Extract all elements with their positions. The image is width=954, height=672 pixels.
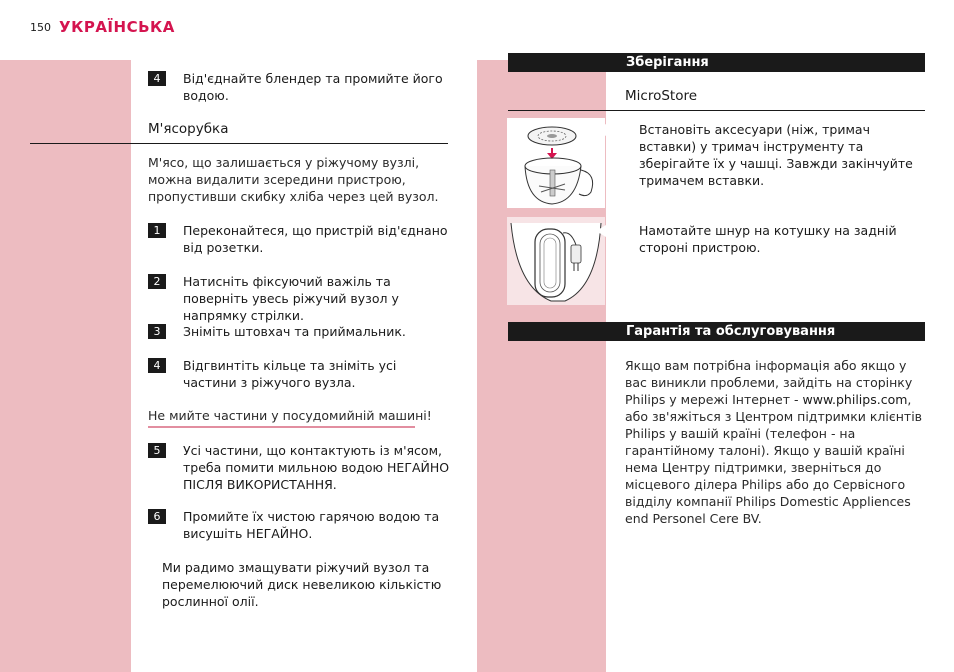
warranty-section-bar xyxy=(508,322,925,341)
storage-instruction-2: Намотайте шнур на котушку на задній стороні пристрою. xyxy=(639,223,897,255)
step-text: Відгвинтіть кільце та зніміть усі частини з ріжучого вузла. xyxy=(183,358,397,390)
step-number: 3 xyxy=(148,324,166,339)
section-rule xyxy=(30,143,448,144)
dishwasher-warning: Не мийте частини у посудомийній машині! xyxy=(148,408,432,423)
warranty-text-part-2: , або зв'яжіться з Центром підтримки клієнтів Philips у вашій країні (телефон - на гарантійному талоні). Якщо у вашій країні нема Центру підтримки, зверніться до місцевого ділера Philips або до Сервісного відділу компанії Philips Domestic Appliences end Personel Cere BV. xyxy=(625,392,923,526)
storage-instruction-1: Встановіть аксесуари (ніж, тримач вставки) у тримач інструменту та зберігайте їх у чашці. Завжди закінчуйте тримачем вставки. xyxy=(639,122,913,188)
pointer-arrow-icon xyxy=(596,225,606,237)
step-number: 4 xyxy=(148,71,166,86)
warranty-section-title: Гарантія та обслуговування xyxy=(626,324,836,339)
language-heading: УКРАЇНСЬКА xyxy=(59,18,175,36)
step-number: 5 xyxy=(148,443,166,458)
step-text: Зніміть штовхач та приймальник. xyxy=(183,324,406,339)
mincer-intro: М'ясо, що залишається у ріжучому вузлі, можна видалити зсередини пристрою, пропустивши скибку хліба через цей вузол. xyxy=(148,155,439,204)
step-text: Натисніть фіксуючий важіль та поверніть увесь ріжучий вузол у напрямку стрілки. xyxy=(183,274,399,323)
step-text: Промийте їх чистою гарячою водою та висушіть НЕГАЙНО. xyxy=(183,509,440,541)
warranty-text-part-1: Якщо вам потрібна інформація або якщо у вас виникли проблеми, зайдіть на сторінку Philips у мережі Інтернет - xyxy=(625,358,913,407)
section-title-mincer: М'ясорубка xyxy=(148,121,229,137)
left-margin-panel xyxy=(0,60,131,672)
microstore-title: MicroStore xyxy=(625,88,698,104)
accessories-in-cup-illustration xyxy=(507,118,605,208)
step-number: 1 xyxy=(148,223,166,238)
pointer-arrow-icon xyxy=(596,124,606,136)
cup-icon xyxy=(507,118,605,208)
step-text: Від'єднайте блендер та промийте його водою. xyxy=(183,71,443,103)
step-number: 2 xyxy=(148,274,166,289)
step-number: 6 xyxy=(148,509,166,524)
page-number: 150 xyxy=(30,21,51,34)
step-text: Переконайтеся, що пристрій від'єднано від розетки. xyxy=(183,223,448,255)
cord-reel-illustration xyxy=(507,217,605,305)
philips-website-link[interactable]: www.philips.com xyxy=(802,392,908,407)
oil-note: Ми радимо змащувати ріжучий вузол та перемелюючий диск невеликою кількістю рослинної олії. xyxy=(162,560,442,609)
warranty-text xyxy=(625,357,927,527)
step-text: Усі частини, що контактують із м'ясом, треба помити мильною водою НЕГАЙНО ПІСЛЯ ВИКОРИСТАННЯ. xyxy=(183,443,450,492)
storage-section-bar xyxy=(508,53,925,72)
storage-section-title: Зберігання xyxy=(626,55,709,70)
cord-reel-icon xyxy=(507,217,605,305)
warning-underline xyxy=(148,426,415,428)
step-number: 4 xyxy=(148,358,166,373)
microstore-rule xyxy=(508,110,925,111)
